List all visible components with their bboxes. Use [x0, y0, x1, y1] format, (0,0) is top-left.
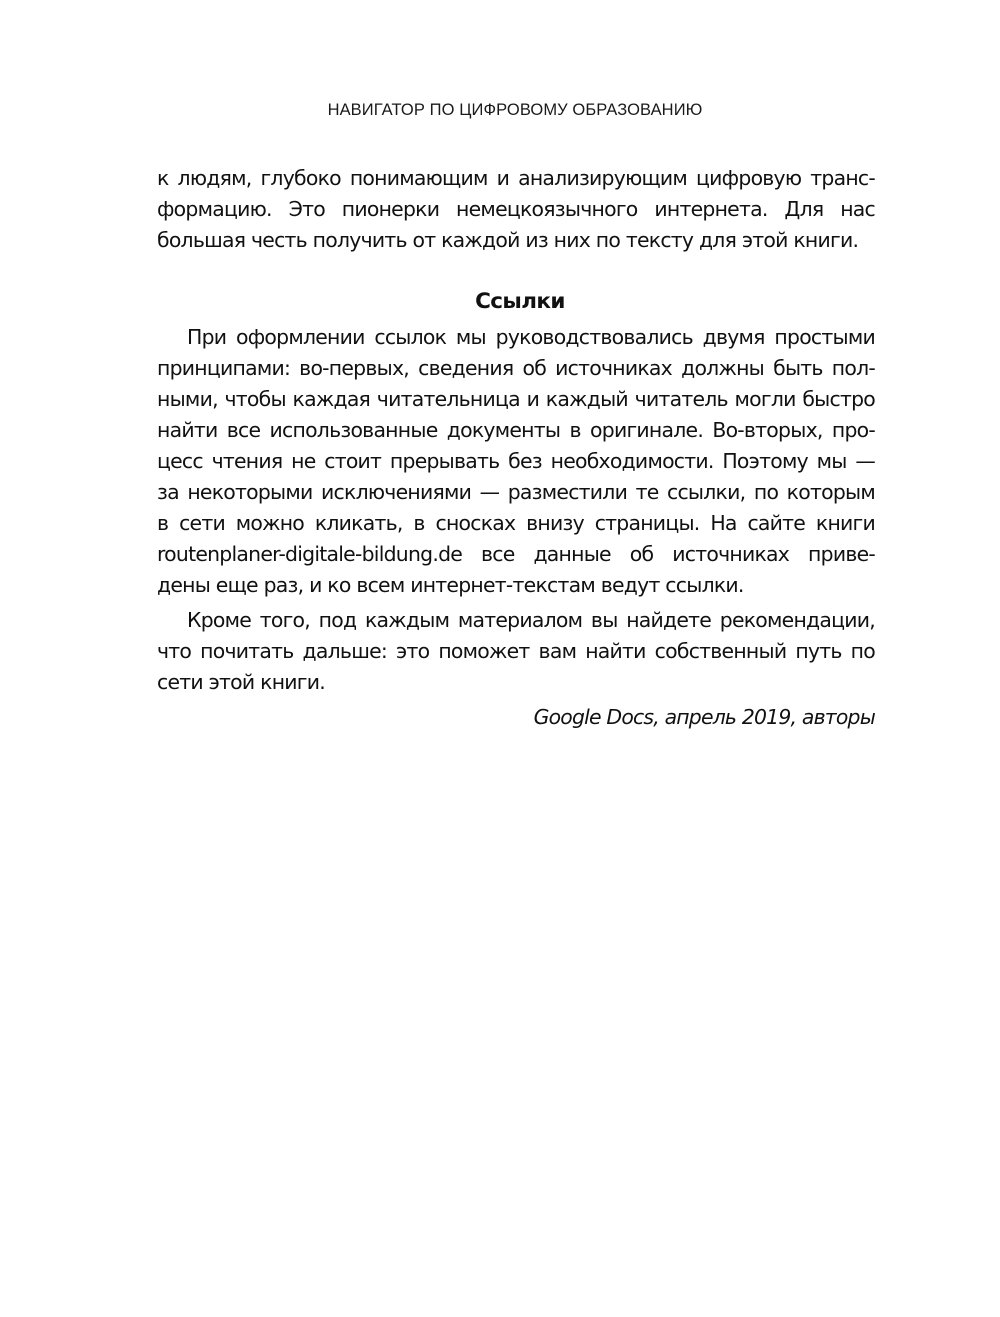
links-paragraph — [157, 322, 875, 601]
text-line: принципами: во-первых, сведения об источниках должны быть пол- — [157, 356, 875, 380]
text-line: к людям, глубоко понимающим и анализирующим цифровую транс- — [157, 166, 875, 190]
text-line: сети этой книги. — [157, 670, 325, 694]
text-line: в сети можно кликать, в сносках внизу страницы. На сайте книги — [157, 511, 875, 535]
text-line: цесс чтения не стоит прерывать без необходимости. Поэтому мы — — [157, 449, 875, 473]
text-line: routenplaner-digitale-bildung.de все данные об источниках приве- — [157, 542, 875, 566]
text-line: дены еще раз, и ко всем интернет-текстам ведут ссылки. — [157, 573, 744, 597]
recommendations-paragraph — [157, 605, 875, 698]
text-line: за некоторыми исключениями — разместили те ссылки, по которым — [157, 480, 875, 504]
text-line: ными, чтобы каждая читательница и каждый читатель могли быстро — [157, 387, 875, 411]
text-line: При оформлении ссылок мы руководствовались двумя простыми — [187, 325, 875, 349]
text-line: формацию. Это пионерки немецкоязычного интернета. Для нас — [157, 197, 875, 221]
text-line: что почитать дальше: это поможет вам найти собственный путь по — [157, 639, 875, 663]
running-header: НАВИГАТОР ПО ЦИФРОВОМУ ОБРАЗОВАНИЮ — [327, 101, 703, 119]
text-line: найти все использованные документы в оригинале. Во-вторых, про- — [157, 418, 875, 442]
intro-paragraph — [157, 163, 875, 256]
text-line: большая честь получить от каждой из них по тексту для этой книги. — [157, 228, 859, 252]
signature: Google Docs, апрель 2019, авторы — [533, 705, 875, 729]
section-heading: Ссылки — [475, 289, 565, 314]
text-line: Кроме того, под каждым материалом вы найдете рекомендации, — [187, 608, 875, 632]
